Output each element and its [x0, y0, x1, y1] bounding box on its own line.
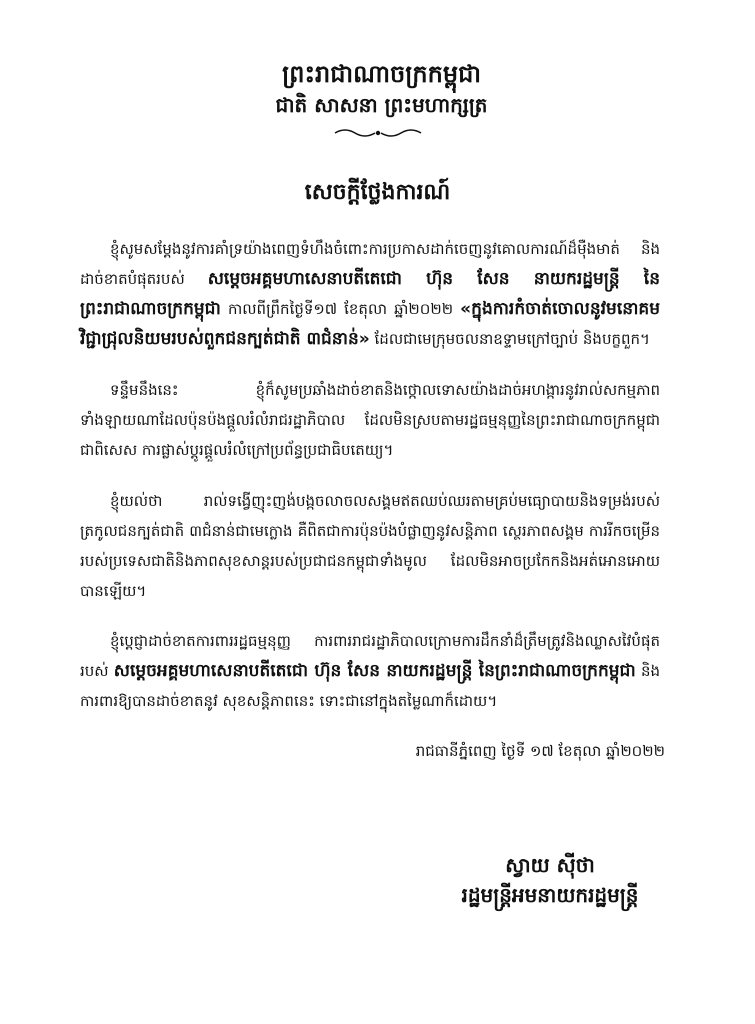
ornament-divider-icon [333, 126, 423, 140]
signatory-name: ស្វាយ ស៊ីថា [505, 853, 595, 877]
p3-text: ខ្ញុំយល់ថា រាល់ទង្វើញុះញង់បង្កចលាចលសង្គមឥតឈប់ឈរតាមគ្រប់មធ្យោបាយនិងទម្រង់របស់ត្រកូលជនក្បត់ជាតិ ៣ជំនាន់ជាមេក្លោង គឺពិតជាការប៉ុនប៉ងបំផ្លាញនូវសន្តិភាព ស្ថេរភាពសង្គម ការរីកចម្រើនរបស់ប្រទេសជាតិនិងភាពសុខសាន្តរបស់ប្រជាជនកម្ពុជាទាំងមូល ដែលមិនអាចប្រកែកនិងអត់អោនអោយបានឡើយ។ [80, 492, 660, 600]
national-motto: ជាតិ សាសនា ព្រះមហាក្សត្រ [275, 93, 488, 117]
p4-text-a: ខ្ញុំប្តេជ្ញាដាច់ខាតការពាររដ្ឋធម្មនុញ្ញ ការពាររាជរដ្ឋាភិបាលក្រោមការដឹកនាំដ៏ត្រឹមត្រូវនិងឈ្លាសវៃបំផុតរបស់ [80, 632, 660, 680]
p4-text-b: និងការពារឱ្យបានដាច់ខាតនូវ សុខសន្តិភាពនេះ ទោះជានៅក្នុងតម្លៃណាក៏ដោយ។ [80, 662, 660, 710]
p1-text-c: ដែលជាមេក្រុមចលនាឧទ្ទាមក្រៅច្បាប់ និងបក្ខពួក។ [374, 330, 650, 348]
kingdom-heading: ព្រះរាជាណាចក្រកម្ពុជា [282, 60, 481, 88]
p1-text-a: ខ្ញុំសូមសម្តែងនូវការគាំទ្រយ៉ាងពេញទំហឹងចំពោះការប្រកាសដាក់ចេញនូវគោលការណ៍ដ៏ម៉ឺងមាត់ និងដាច់ខាតបំផុតរបស់ [80, 240, 660, 288]
paragraph-1 [80, 234, 660, 354]
p4-bold-a: សម្តេចអគ្គមហាសេនាបតីតេជោ ហ៊ុន សែន នាយករដ្ឋមន្ត្រី នៃព្រះរាជាណាចក្រកម្ពុជា [113, 661, 636, 681]
p1-bold-a: សម្តេចអគ្គមហាសេនាបតីតេជោ ហ៊ុន សែន នាយករដ្ឋមន្រ្តី នៃព្រះរាជាណាចក្រកម្ពុជា [80, 269, 660, 319]
signature-block [430, 850, 670, 910]
statement-title: សេចក្តីថ្លែងការណ៍ [304, 180, 451, 205]
paragraph-3 [80, 486, 660, 606]
date-line: រាជធានីភ្នំពេញ ថ្ងៃទី ១៧ ខែតុលា ឆ្នាំ២០២២ [415, 742, 665, 760]
document-header [0, 58, 755, 140]
signatory-role: រដ្ឋមន្ត្រីអមនាយករដ្ឋមន្ត្រី [461, 883, 639, 907]
paragraph-2 [80, 375, 660, 465]
p1-text-b: កាលពីព្រឹកថ្ងៃទី១៧ ខែតុលា ឆ្នាំ២០២២ [227, 300, 454, 318]
paragraph-4 [80, 626, 660, 716]
p1-bold-b: «ក្នុងការកំចាត់ចោលនូវមនោគមវិជ្ជាជ្រុលនិយមរបស់ពួកជនក្បត់ជាតិ ៣ជំនាន់» [80, 299, 660, 349]
p2-text: ទន្ទឹមនឹងនេះ ខ្ញុំក៏សូមប្រឆាំងដាច់ខាតនិងថ្កោលទោសយ៉ាងដាច់អហង្ការនូវរាល់សកម្មភាពទាំងឡាយណាដែលប៉ុនប៉ងផ្តួលរំលំរាជរដ្ឋាភិបាល ដែលមិនស្របតាមរដ្ឋធម្មនុញ្ញនៃព្រះរាជាណាចក្រកម្ពុជា ជាពិសេស ការផ្លាស់ប្តូរផ្តួលរំលំក្រៅប្រព័ន្ធប្រជាធិបតេយ្យ។ [80, 381, 660, 459]
